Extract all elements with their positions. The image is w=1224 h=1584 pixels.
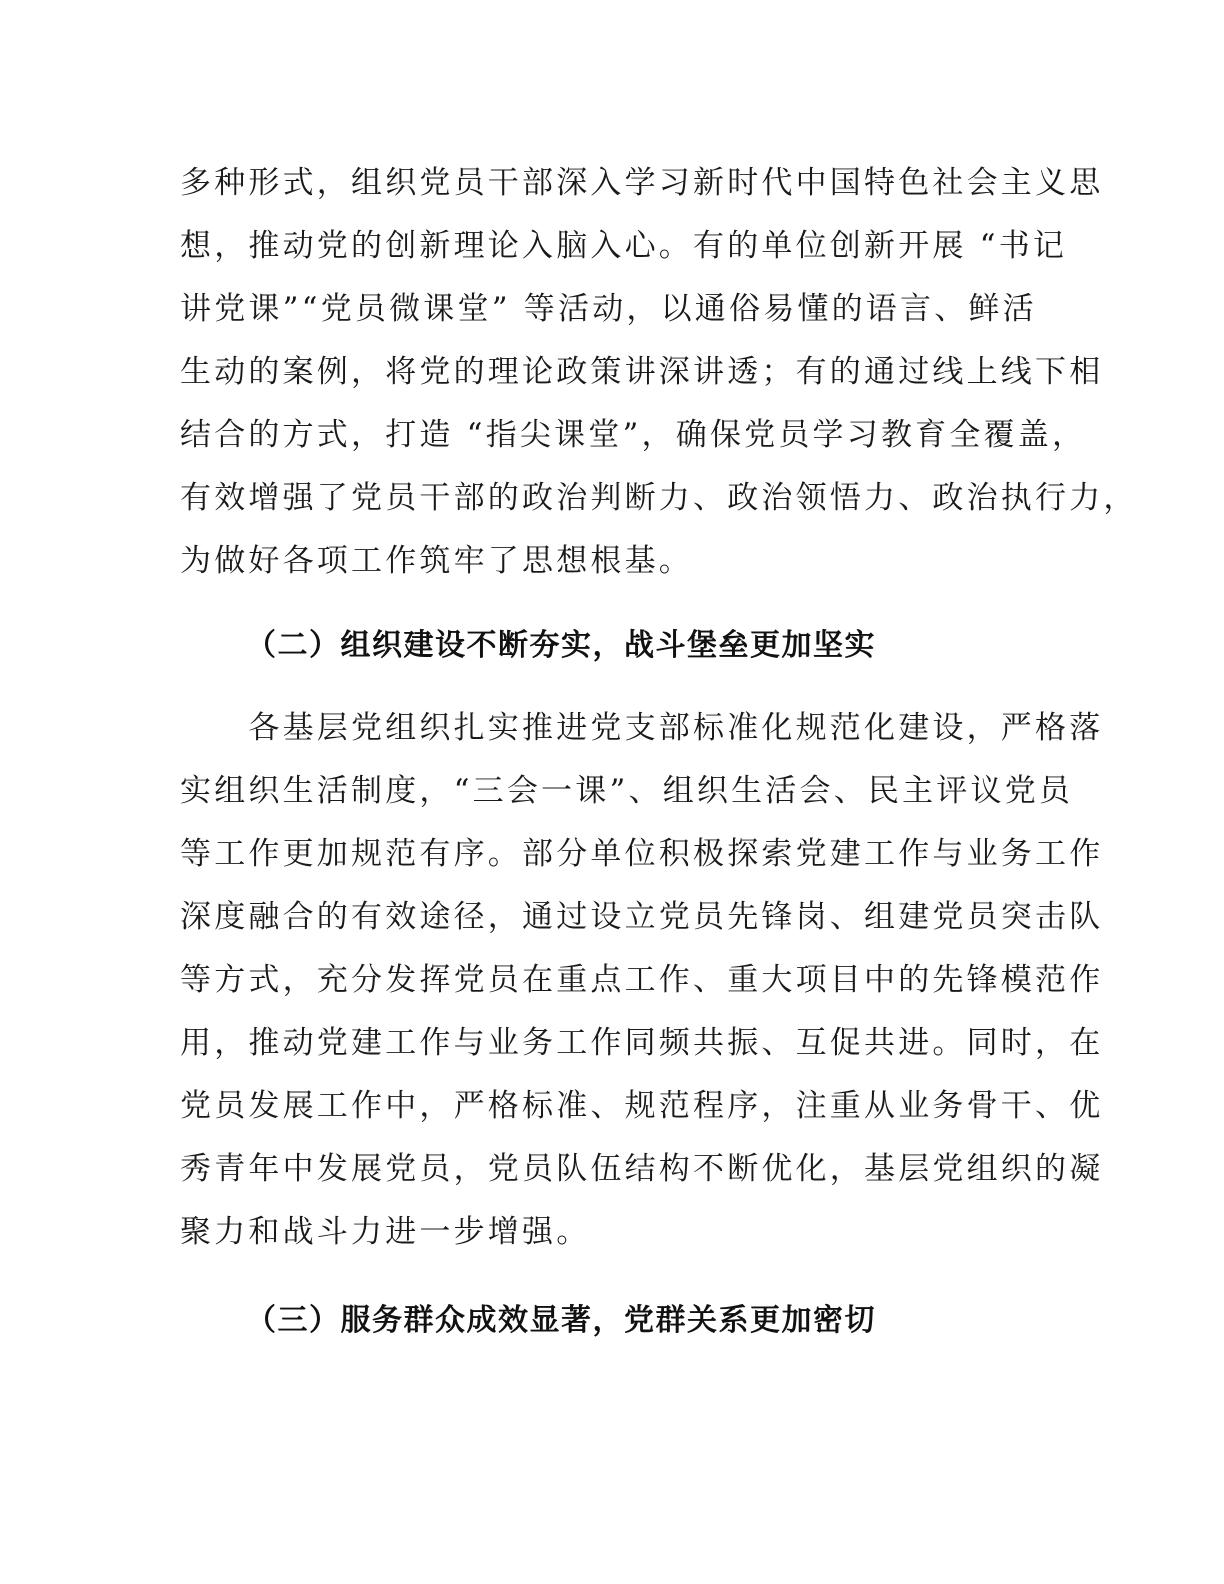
paragraph-line: 实组织生活制度，“三会一课”、组织生活会、民主评议党员	[180, 773, 1074, 809]
body-paragraph	[180, 152, 1138, 593]
body-paragraph	[180, 697, 1104, 1264]
paragraph-line: 想，推动党的创新理论入脑入心。有的单位创新开展 “书记	[180, 228, 1068, 264]
paragraph-line: 结合的方式，打造 “指尖课堂”，确保党员学习教育全覆盖，	[180, 417, 1087, 453]
paragraph-line: 有效增强了党员干部的政治判断力、政治领悟力、政治执行力，	[180, 480, 1138, 516]
paragraph-line: 深度融合的有效途径，通过设立党员先锋岗、组建党员突击队	[180, 899, 1104, 935]
paragraph-line: 聚力和战斗力进一步增强。	[180, 1214, 591, 1250]
paragraph-line: 用，推动党建工作与业务工作同频共振、互促共进。同时，在	[180, 1025, 1104, 1061]
paragraph-line: 等工作更加规范有序。部分单位积极探索党建工作与业务工作	[180, 836, 1104, 872]
section-heading: （三）服务群众成效显著，党群关系更加密切	[246, 1303, 876, 1338]
paragraph-line: 多种形式，组织党员干部深入学习新时代中国特色社会主义思	[180, 165, 1104, 201]
paragraph-line: 党员发展工作中，严格标准、规范程序，注重从业务骨干、优	[180, 1088, 1104, 1124]
paragraph-line: 为做好各项工作筑牢了思想根基。	[180, 543, 693, 579]
paragraph-line: 秀青年中发展党员，党员队伍结构不断优化，基层党组织的凝	[180, 1151, 1104, 1187]
paragraph-line: 讲党课”“党员微课堂” 等活动，以通俗易懂的语言、鲜活	[180, 291, 1037, 327]
paragraph-line: 各基层党组织扎实推进党支部标准化规范化建设，严格落	[180, 710, 1104, 746]
paragraph-line: 生动的案例，将党的理论政策讲深讲透；有的通过线上线下相	[180, 354, 1104, 390]
paragraph-line: 等方式，充分发挥党员在重点工作、重大项目中的先锋模范作	[180, 962, 1104, 998]
section-heading: （二）组织建设不断夯实，战斗堡垒更加坚实	[246, 628, 876, 663]
